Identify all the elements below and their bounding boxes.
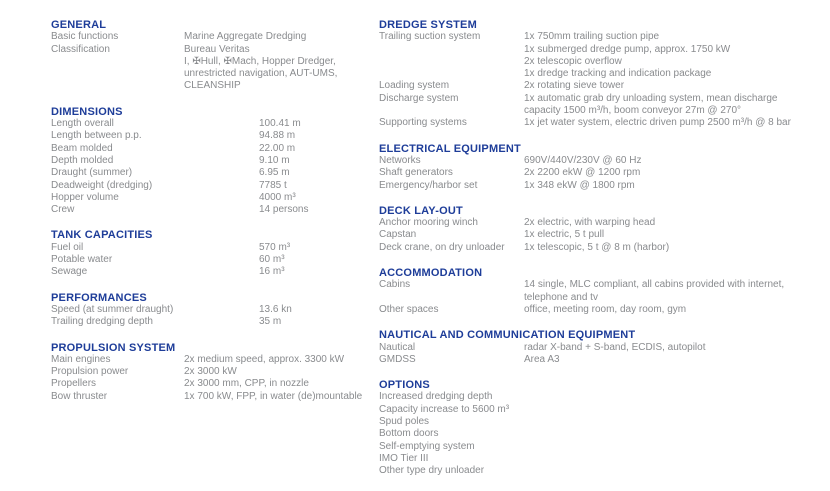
row-value (184, 366, 237, 378)
value-line: 690V/440V/230V @ 60 Hz (524, 154, 642, 166)
spec-row (379, 117, 827, 129)
value-line: unrestricted navigation, AUT-UMS, (184, 68, 338, 80)
row-value (259, 180, 287, 192)
column-right (379, 19, 827, 491)
value-line: 1x 750mm trailing suction pipe (524, 31, 660, 43)
row-value (259, 316, 281, 328)
spec-row (379, 342, 827, 354)
row-label: Fuel oil (51, 241, 84, 253)
row-label: Emergency/harbor set (379, 179, 478, 191)
spec-row (379, 404, 827, 416)
spec-section (51, 292, 373, 329)
spec-row (51, 316, 373, 328)
section-title: DIMENSIONS (51, 105, 123, 118)
row-value (184, 31, 306, 43)
section-title: TANK CAPACITIES (51, 229, 153, 242)
value-line: 570 m³ (259, 241, 291, 253)
row-label: Capstan (379, 229, 417, 241)
value-line: CLEANSHIP (184, 80, 241, 92)
row-label: Other spaces (379, 303, 439, 315)
section-title: ELECTRICAL EQUIPMENT (379, 142, 521, 155)
spec-row (51, 204, 373, 216)
section-title: OPTIONS (379, 379, 430, 392)
row-label: Networks (379, 154, 421, 166)
row-value (184, 391, 362, 403)
section-title: PROPULSION SYSTEM (51, 341, 176, 354)
row-label: Hopper volume (51, 191, 119, 203)
row-label: Depth molded (51, 154, 114, 166)
row-label: Trailing suction system (379, 31, 481, 43)
spec-row (379, 217, 827, 229)
spec-section (379, 205, 827, 254)
value-line: 1x telescopic, 5 t @ 8 m (harbor) (524, 241, 670, 253)
spec-section (379, 267, 827, 316)
row-value (184, 378, 309, 390)
value-line: 22.00 m (259, 142, 296, 154)
row-label: Potable water (51, 254, 113, 266)
value-line: telephone and tv (524, 291, 598, 303)
value-line: 1x 700 kW, FPP, in water (de)mountable (184, 390, 363, 402)
row-label: Trailing dredging depth (51, 316, 153, 328)
value-line: 4000 m³ (259, 191, 296, 203)
value-line: 2x rotating sieve tower (524, 80, 625, 92)
row-value (524, 93, 777, 118)
spec-row (51, 180, 373, 192)
value-line: 14 persons (259, 204, 309, 216)
spec-section (51, 229, 373, 278)
row-value (184, 354, 344, 366)
row-label: Main engines (51, 353, 111, 365)
spec-row (379, 391, 827, 403)
row-label: Draught (summer) (51, 167, 133, 179)
spec-row (379, 229, 827, 241)
value-line: 2x 3000 mm, CPP, in nozzle (184, 378, 309, 390)
spec-row (379, 304, 827, 316)
row-label: Loading system (379, 80, 450, 92)
value-line: 60 m³ (259, 254, 285, 266)
value-line: 7785 t (259, 179, 287, 191)
spec-row (379, 167, 827, 179)
spec-section (379, 19, 827, 130)
row-value (524, 217, 655, 229)
spec-row (51, 167, 373, 179)
row-label: Nautical (379, 341, 416, 353)
row-value (259, 167, 290, 179)
row-value (524, 279, 784, 304)
section-title: PERFORMANCES (51, 291, 147, 304)
spec-section (51, 342, 373, 403)
spec-row (379, 441, 827, 453)
value-line: 2x 3000 kW (184, 366, 237, 378)
row-value (259, 143, 295, 155)
spec-row (379, 242, 827, 254)
row-label: Shaft generators (379, 167, 453, 179)
value-line: 9.10 m (259, 154, 290, 166)
row-label: Increased dredging depth (379, 391, 493, 403)
row-value (524, 155, 641, 167)
row-value (259, 204, 308, 216)
row-value (259, 242, 290, 254)
spec-row (51, 143, 373, 155)
spec-row (379, 31, 827, 80)
spec-row (51, 242, 373, 254)
spec-row (51, 31, 373, 43)
row-value (524, 342, 706, 354)
spec-section (379, 143, 827, 192)
spec-row (51, 366, 373, 378)
row-label: Spud poles (379, 416, 430, 428)
row-label: Speed (at summer draught) (51, 303, 174, 315)
row-label: Deck crane, on dry unloader (379, 241, 505, 253)
spec-row (379, 428, 827, 440)
value-line: 2x telescopic overflow (524, 55, 622, 67)
spec-row (51, 304, 373, 316)
section-title: DECK LAY-OUT (379, 204, 463, 217)
row-value (524, 180, 635, 192)
value-line: Marine Aggregate Dredging (184, 31, 307, 43)
spec-row (51, 192, 373, 204)
row-value (524, 229, 604, 241)
row-value (259, 192, 296, 204)
section-title: DREDGE SYSTEM (379, 19, 477, 31)
spec-row (379, 279, 827, 304)
spec-row (51, 354, 373, 366)
spec-row (379, 155, 827, 167)
spec-row (51, 254, 373, 266)
value-line: 2x electric, with warping head (524, 217, 656, 229)
row-label: Basic functions (51, 31, 119, 43)
spec-row (379, 180, 827, 192)
spec-section (379, 379, 827, 477)
spec-row (379, 453, 827, 465)
row-value (524, 304, 686, 316)
row-label: Beam molded (51, 142, 113, 154)
row-value (524, 242, 669, 254)
row-label: Classification (51, 43, 110, 55)
row-label: Deadweight (dredging) (51, 179, 153, 191)
row-value (524, 31, 730, 80)
row-label: Bow thruster (51, 390, 108, 402)
spec-row (379, 93, 827, 118)
row-label: Cabins (379, 279, 411, 291)
value-line: Bureau Veritas (184, 43, 250, 55)
row-value (524, 167, 640, 179)
row-label: Discharge system (379, 92, 459, 104)
spec-row (51, 155, 373, 167)
value-line: office, meeting room, day room, gym (524, 303, 687, 315)
value-line: 14 single, MLC compliant, all cabins provided with internet, (524, 279, 785, 291)
row-label: Propellers (51, 378, 97, 390)
spec-row (379, 80, 827, 92)
section-title: ACCOMMODATION (379, 267, 483, 280)
value-line: 1x electric, 5 t pull (524, 229, 605, 241)
row-value (524, 80, 624, 92)
section-title: GENERAL (51, 19, 107, 31)
value-line: 1x automatic grab dry unloading system, mean discharge (524, 92, 778, 104)
value-line: I, ✠Hull, ✠Mach, Hopper Dredger, (184, 55, 336, 67)
spec-section (51, 106, 373, 217)
row-label: Length between p.p. (51, 130, 142, 142)
row-value (259, 254, 285, 266)
row-label: Other type dry unloader (379, 465, 485, 477)
spec-row (51, 266, 373, 278)
row-label: Crew (51, 204, 75, 216)
row-label: Propulsion power (51, 366, 129, 378)
value-line: 6.95 m (259, 167, 290, 179)
value-line: 94.88 m (259, 130, 296, 142)
value-line: radar X-band + S-band, ECDIS, autopilot (524, 341, 706, 353)
row-label: GMDSS (379, 353, 416, 365)
spec-row (379, 465, 827, 477)
value-line: Area A3 (524, 353, 560, 365)
spec-section (379, 329, 827, 366)
row-label: Length overall (51, 118, 114, 130)
spec-row (51, 391, 373, 403)
value-line: 1x jet water system, electric driven pump 2500 m³/h @ 8 bar (524, 117, 791, 129)
row-value (259, 118, 301, 130)
value-line: 16 m³ (259, 266, 285, 278)
spec-row (379, 416, 827, 428)
value-line: capacity 1500 m³/h, boom conveyor 27m @ 270° (524, 105, 742, 117)
row-label: Supporting systems (379, 117, 467, 129)
row-label: Anchor mooring winch (379, 217, 478, 229)
value-line: 100.41 m (259, 118, 301, 130)
value-line: 1x 348 ekW @ 1800 rpm (524, 179, 635, 191)
value-line: 1x dredge tracking and indication package (524, 68, 712, 80)
section-title: NAUTICAL AND COMMUNICATION EQUIPMENT (379, 329, 636, 342)
spec-row (51, 130, 373, 142)
spec-row (51, 118, 373, 130)
value-line: 1x submerged dredge pump, approx. 1750 kW (524, 43, 731, 55)
row-value (259, 155, 290, 167)
row-value (524, 354, 560, 366)
spec-row (51, 378, 373, 390)
row-value (259, 130, 295, 142)
spec-row (51, 44, 373, 93)
row-value (259, 266, 285, 278)
value-line: 35 m (259, 316, 282, 328)
row-label: Capacity increase to 5600 m³ (379, 403, 510, 415)
value-line: 13.6 kn (259, 303, 292, 315)
row-label: Sewage (51, 266, 88, 278)
value-line: 2x 2200 ekW @ 1200 rpm (524, 167, 641, 179)
row-value (184, 44, 337, 93)
spec-row (379, 354, 827, 366)
row-value (524, 117, 791, 129)
value-line: 2x medium speed, approx. 3300 kW (184, 353, 345, 365)
row-label: Bottom doors (379, 428, 439, 440)
column-left (51, 19, 373, 416)
row-value (259, 304, 292, 316)
row-label: Self-emptying system (379, 440, 475, 452)
row-label: IMO Tier III (379, 452, 429, 464)
spec-section (51, 19, 373, 93)
